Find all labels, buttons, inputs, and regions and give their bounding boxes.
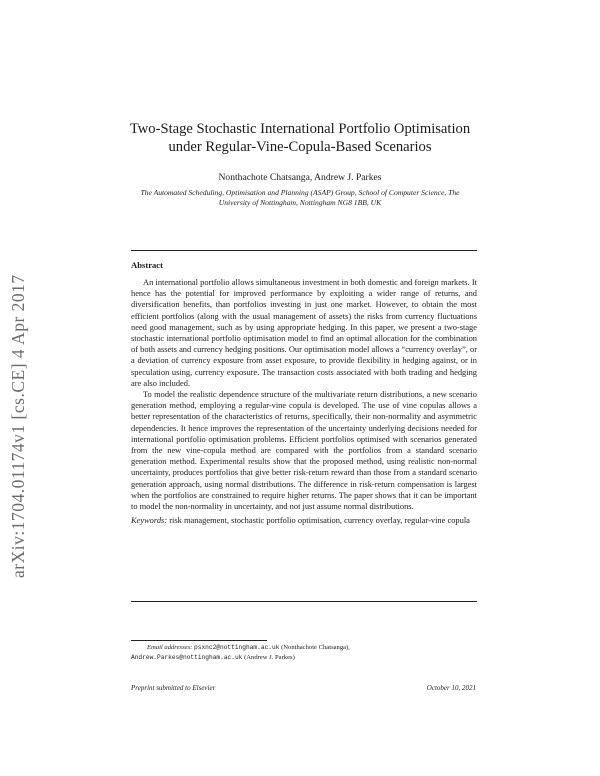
- footnote-emails: [131, 643, 477, 663]
- abstract-top-rule: [131, 250, 477, 251]
- abstract-bottom-rule: [131, 601, 477, 602]
- email-link-1[interactable]: psxnc2@nottingham.ac.uk: [194, 644, 280, 651]
- email-owner-2: (Andrew J. Parkes): [244, 654, 295, 661]
- email-owner-1: (Nonthachote Chatsanga),: [281, 644, 350, 651]
- abstract-heading: Abstract: [131, 260, 163, 270]
- email-link-2[interactable]: Andrew.Parkes@nottingham.ac.uk: [131, 654, 243, 661]
- abstract-paragraph-2: To model the realistic dependence structure of the multivariate return distributions, a new scenario generation method, employing a regular-vine copula is developed. The use of vine copulas allows a better representation of the characteristics of returns, specifically, their non-normality and asymmetric dependencies. It hence improves the representation of the uncertainty underlying decisions needed for international portfolio optimisation problems. Efficient portfolios optimised with scenarios generated from the new vine-copula method are compared with the portfolios from a standard scenario generation method. Experimental results show that the proposed method, using realistic non-normal uncertainty, produces portfolios that give better risk-return reward than those from a standard scenario generation approach, using normal distributions. The difference in risk-return compensation is largest when the portfolios are constrained to require higher returns. The paper shows that it can be important to model the non-normality in uncertainty, and not just assume normal distributions.: [131, 389, 477, 512]
- abstract-paragraph-1: An international portfolio allows simultaneous investment in both domestic and foreign markets. It hence has the potential for improved performance by exploiting a wider range of returns, and diversification benefits, than portfolios investing in just one market. However, to obtain the most efficient portfolios (along with the usual management of assets) the risks from currency fluctuations need good management, such as by using appropriate hedging. In this paper, we present a two-stage stochastic international portfolio optimisation model to find an optimal allocation for the combination of both assets and currency hedging positions. Our optimisation model allows a “currency overlay”, or a deviation of currency exposure from asset exposure, to provide flexibility in hedging against, or in speculation using, currency exposure. The transaction costs associated with both trading and hedging are also included.: [131, 277, 477, 388]
- arxiv-identifier: arXiv:1704.01174v1 [cs.CE] 4 Apr 2017: [8, 274, 28, 578]
- footnote-rule: [131, 640, 267, 641]
- title-line-1: Two-Stage Stochastic International Portfolio Optimisation: [129, 121, 471, 137]
- authors: Nonthachote Chatsanga, Andrew J. Parkes: [218, 172, 382, 183]
- date: October 10, 2021: [426, 684, 476, 692]
- abstract-body: [131, 277, 477, 526]
- preprint-note: Preprint submitted to Elsevier: [131, 684, 216, 692]
- keywords: [131, 515, 477, 526]
- keywords-label: Keywords:: [131, 515, 168, 526]
- title-line-2: under Regular-Vine-Copula-Based Scenarios: [168, 139, 432, 155]
- keywords-list: risk management, stochastic portfolio optimisation, currency overlay, regular-vine copula: [169, 515, 470, 526]
- paper-title: [120, 120, 480, 156]
- footnote-label: Email addresses:: [147, 644, 193, 651]
- affiliation: The Automated Scheduling, Optimisation and Planning (ASAP) Group, School of Computer Science, The University of Nottingham, Nottingham NG8 1BB, UK: [140, 188, 460, 207]
